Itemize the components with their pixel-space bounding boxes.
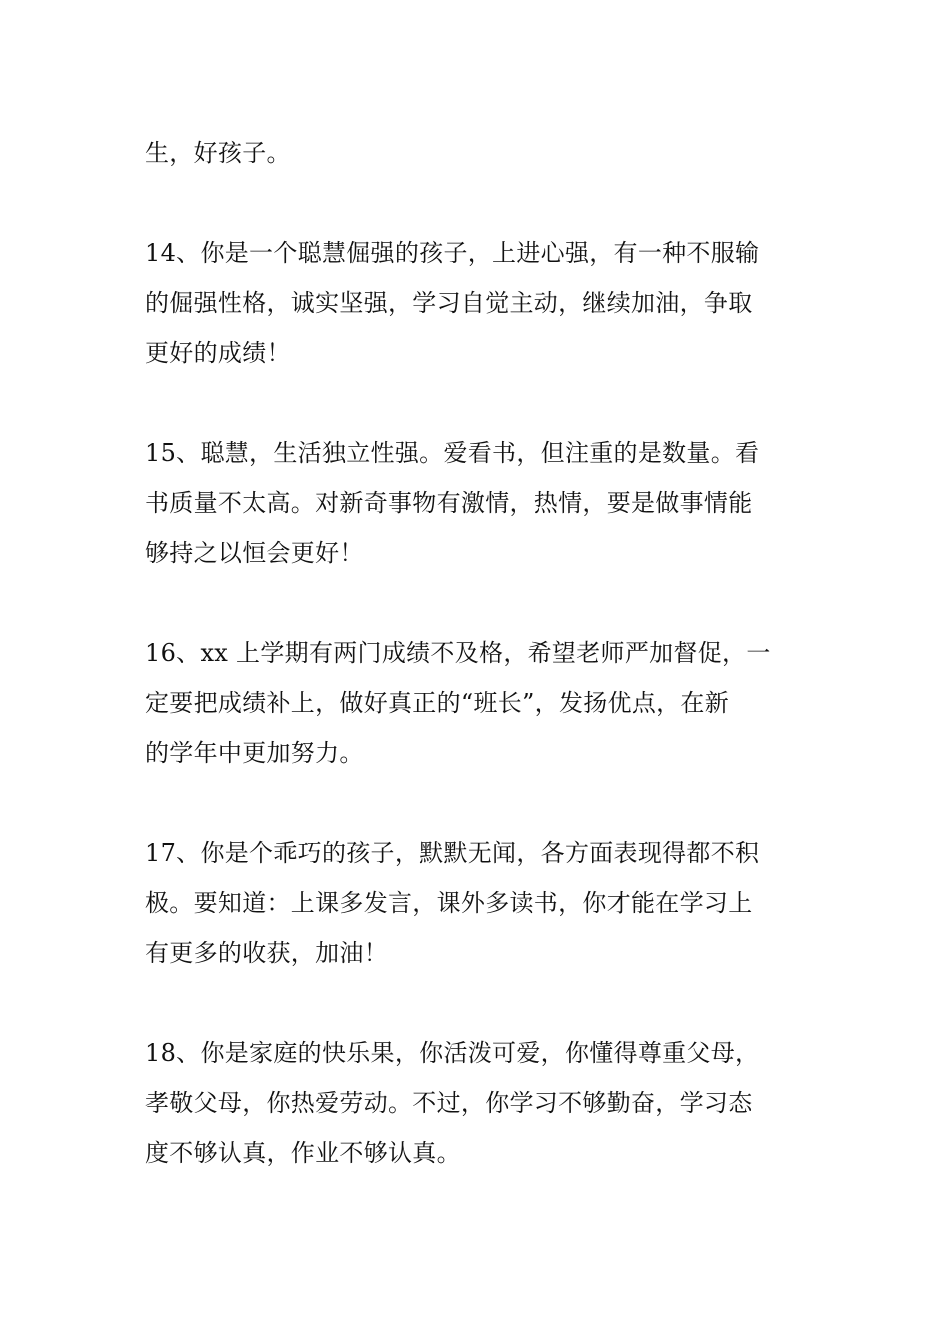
- text-line: 度不够认真，作业不够认真。: [145, 1139, 461, 1167]
- text-line: 有更多的收获，加油！: [145, 939, 388, 967]
- text-line: 孝敬父母，你热爱劳动。不过，你学习不够勤奋，学习态: [145, 1089, 753, 1117]
- text-line: 14、你是一个聪慧倔强的孩子，上进心强，有一种不服输: [145, 239, 760, 267]
- text-line: 极。要知道：上课多发言，课外多读书，你才能在学习上: [145, 889, 753, 917]
- paragraph-comment-18: [145, 1028, 810, 1178]
- text-line: 定要把成绩补上，做好真正的“班长”，发扬优点，在新: [145, 689, 730, 717]
- document-body: [145, 128, 810, 1178]
- text-line: 17、你是个乖巧的孩子，默默无闻，各方面表现得都不积: [145, 839, 760, 867]
- text-line: 生，好孩子。: [145, 139, 291, 167]
- text-line: 更好的成绩！: [145, 339, 291, 367]
- paragraph-comment-15: [145, 428, 810, 578]
- paragraph-comment-16: [145, 628, 810, 778]
- paragraph-continuation: [145, 128, 810, 178]
- text-line: 16、xx 上学期有两门成绩不及格，希望老师严加督促，一: [145, 639, 771, 667]
- text-line: 的学年中更加努力。: [145, 739, 364, 767]
- text-line: 够持之以恒会更好！: [145, 539, 364, 567]
- text-line: 18、你是家庭的快乐果，你活泼可爱，你懂得尊重父母，: [145, 1039, 760, 1067]
- paragraph-comment-17: [145, 828, 810, 978]
- paragraph-comment-14: [145, 228, 810, 378]
- text-line: 书质量不太高。对新奇事物有激情，热情，要是做事情能: [145, 489, 753, 517]
- text-line: 15、聪慧，生活独立性强。爱看书，但注重的是数量。看: [145, 439, 760, 467]
- text-line: 的倔强性格，诚实坚强，学习自觉主动，继续加油，争取: [145, 289, 753, 317]
